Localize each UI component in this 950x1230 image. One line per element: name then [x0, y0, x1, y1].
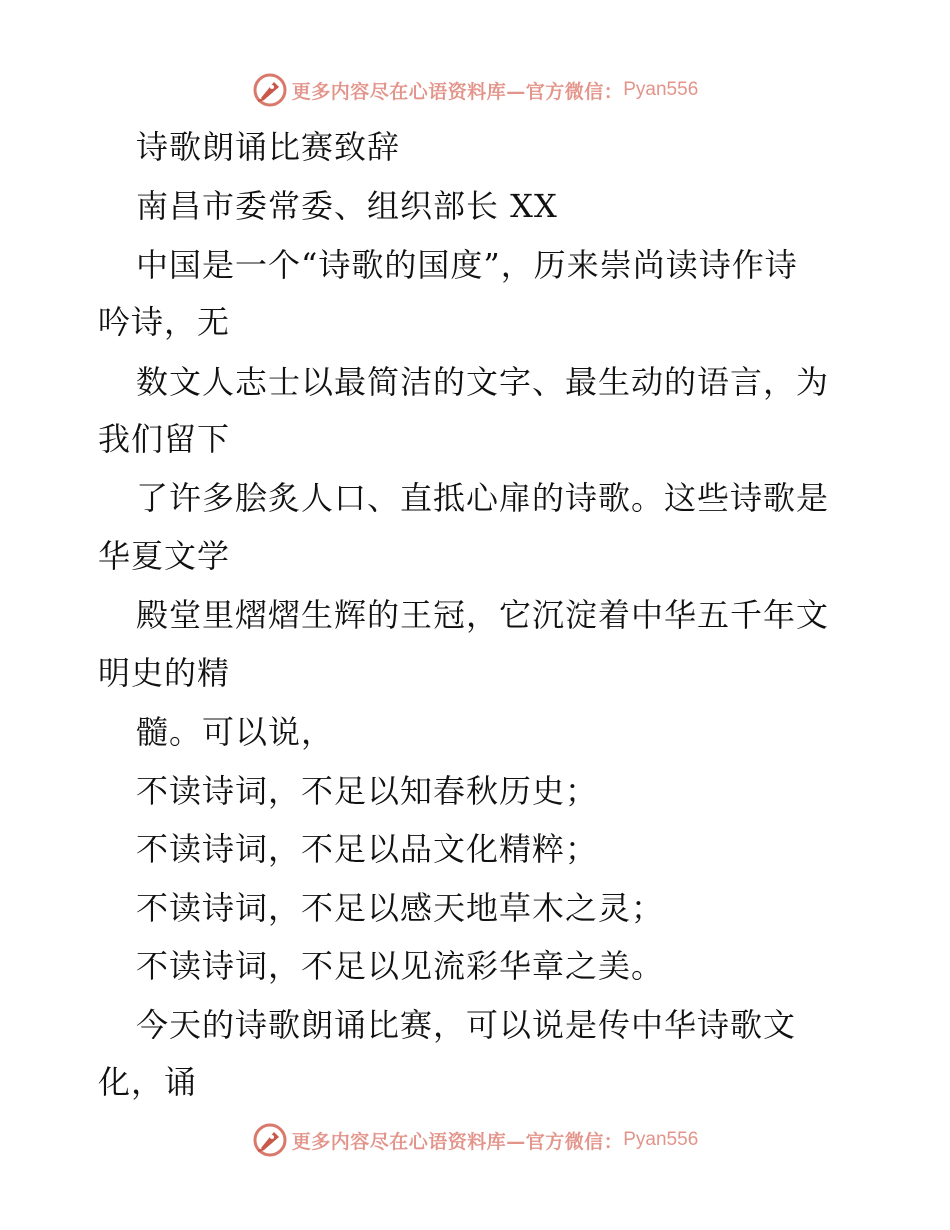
pen-nib-logo-icon — [252, 1122, 288, 1158]
paragraph-line: 不读诗词，不足以见流彩华章之美。 — [136, 947, 665, 985]
paragraph-line: 了许多脍炙人口、直抵心扉的诗歌。这些诗歌是 — [136, 479, 830, 517]
footer-watermark — [0, 1120, 950, 1160]
paragraph-line: 数文人志士以最简洁的文字、最生动的语言，为 — [136, 363, 830, 401]
document-title: 诗歌朗诵比赛致辞 — [136, 128, 401, 166]
watermark-text: 更多内容尽在心语资料库—官方微信： — [291, 80, 624, 103]
document-author: 南昌市委常委、组织部长 XX — [136, 187, 558, 225]
paragraph-line: 今天的诗歌朗诵比赛，可以说是传中华诗歌文 — [136, 1006, 797, 1044]
paragraph-line: 髓。可以说， — [136, 713, 335, 751]
paragraph-line: 明史的精 — [98, 654, 231, 692]
paragraph-line: 不读诗词，不足以感天地草木之灵； — [136, 889, 665, 927]
paragraph-line: 不读诗词，不足以知春秋历史； — [136, 772, 599, 810]
watermark-text: 更多内容尽在心语资料库—官方微信： — [291, 1130, 624, 1153]
paragraph-line: 华夏文学 — [98, 537, 231, 575]
paragraph-line: 我们留下 — [98, 420, 231, 458]
paragraph-line: 吟诗，无 — [98, 303, 231, 341]
paragraph-line: 不读诗词，不足以品文化精粹； — [136, 830, 599, 868]
paragraph-line: 中国是一个“诗歌的国度”，历来崇尚读诗作诗 — [136, 246, 798, 284]
paragraph-line: 化，诵 — [98, 1063, 198, 1101]
watermark-brand: Pyan556 — [623, 1129, 699, 1150]
paragraph-line: 殿堂里熠熠生辉的王冠，它沉淀着中华五千年文 — [136, 596, 830, 634]
watermark-brand: Pyan556 — [623, 79, 699, 100]
